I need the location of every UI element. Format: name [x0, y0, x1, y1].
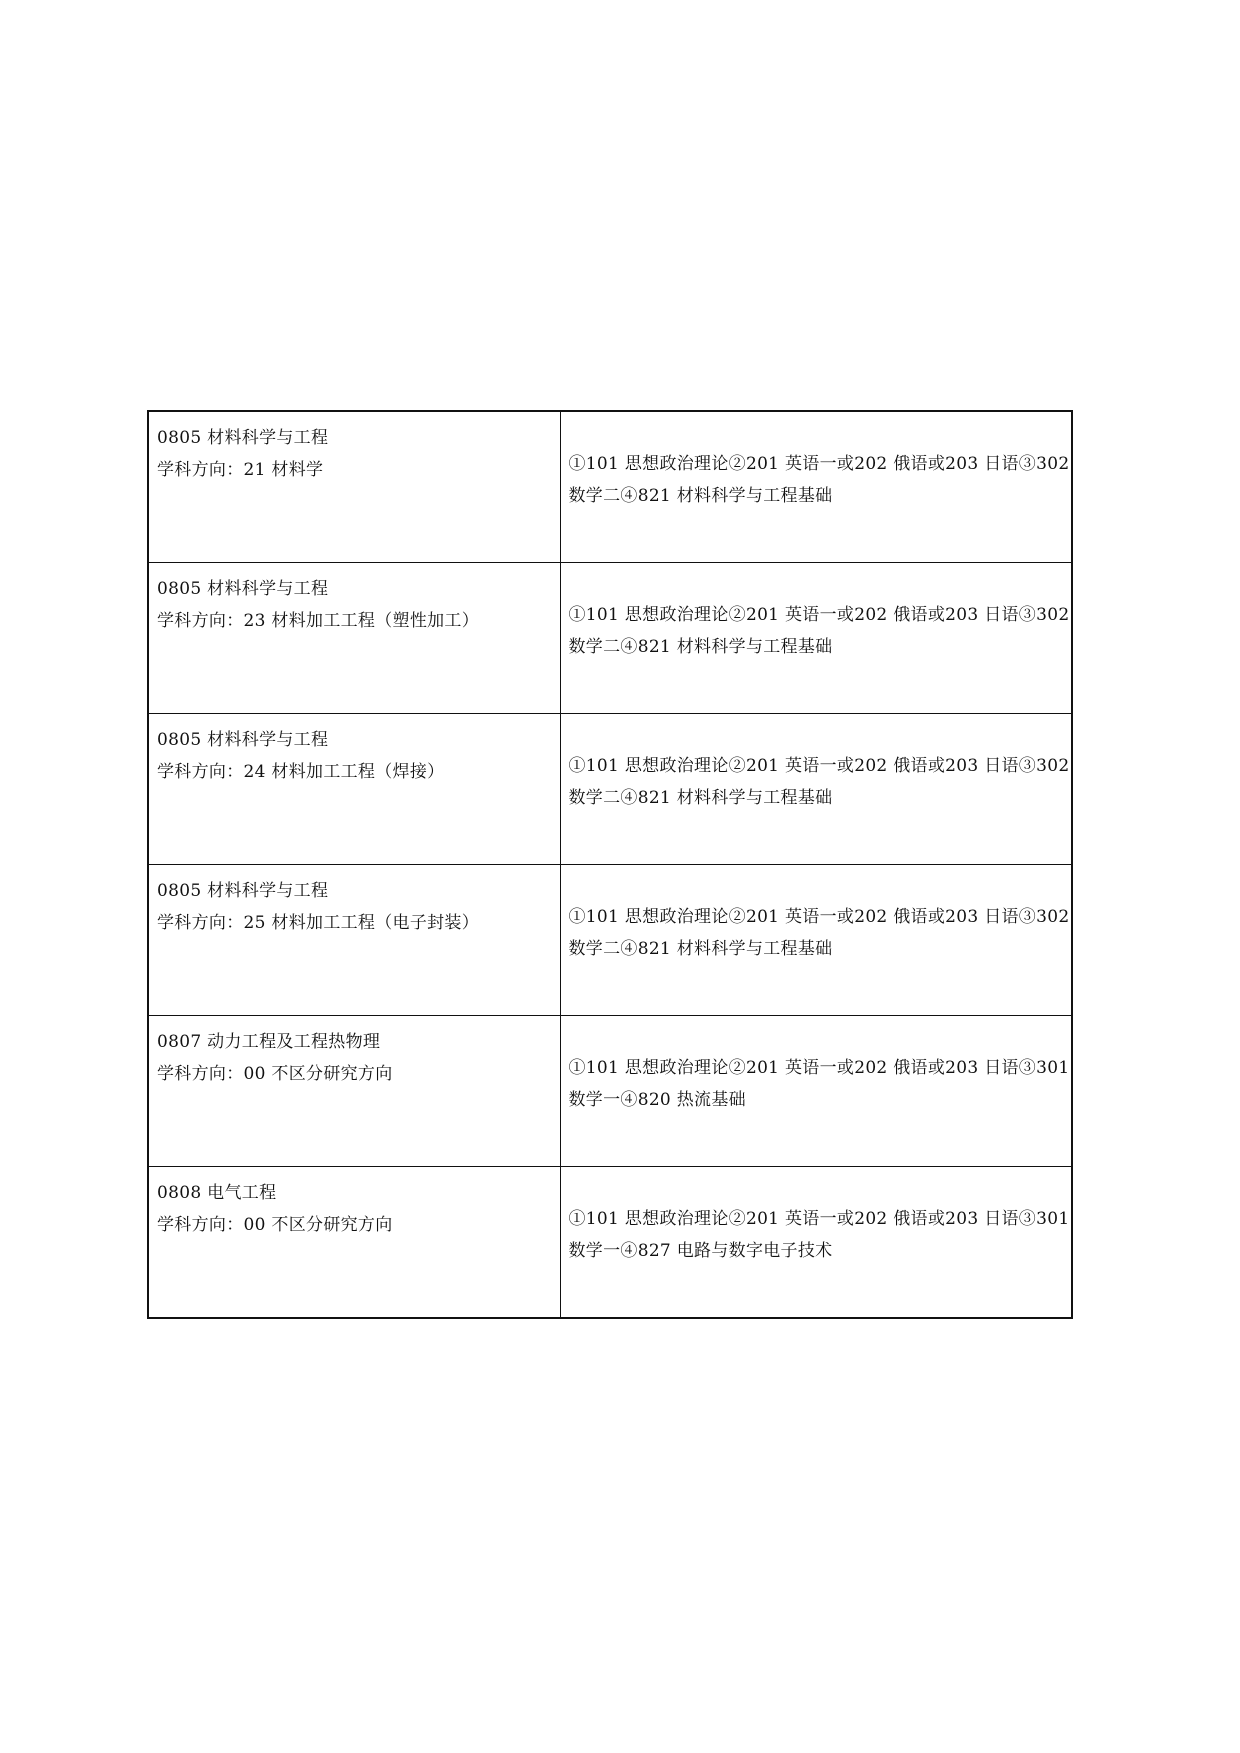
exam-subjects-cell — [560, 1167, 1072, 1319]
table-row — [148, 714, 1072, 865]
program-cell — [148, 563, 560, 714]
exam-subjects-line-2: 数学二④821 材料科学与工程基础 — [568, 486, 833, 506]
program-name: 0805 材料科学与工程 — [157, 730, 329, 750]
exam-subjects-line-2: 数学二④821 材料科学与工程基础 — [568, 939, 833, 959]
exam-subjects-line-1: ①101 思想政治理论②201 英语一或202 俄语或203 日语③302 — [568, 605, 1069, 625]
exam-subjects-line-1: ①101 思想政治理论②201 英语一或202 俄语或203 日语③302 — [568, 454, 1069, 474]
table-row — [148, 411, 1072, 563]
exam-subjects-cell — [560, 563, 1072, 714]
research-direction: 学科方向：21 材料学 — [157, 460, 324, 480]
program-name: 0805 材料科学与工程 — [157, 428, 329, 448]
exam-subjects-line-1: ①101 思想政治理论②201 英语一或202 俄语或203 日语③302 — [568, 756, 1069, 776]
exam-subjects-cell — [560, 865, 1072, 1016]
table-row — [148, 1016, 1072, 1167]
exam-subjects-cell — [560, 411, 1072, 563]
exam-subjects-line-2: 数学二④821 材料科学与工程基础 — [568, 788, 833, 808]
exam-subjects-line-2: 数学二④821 材料科学与工程基础 — [568, 637, 833, 657]
research-direction: 学科方向：00 不区分研究方向 — [157, 1064, 393, 1084]
table-row — [148, 865, 1072, 1016]
table-row — [148, 563, 1072, 714]
exam-subjects-cell — [560, 714, 1072, 865]
program-cell — [148, 1016, 560, 1167]
research-direction: 学科方向：25 材料加工工程（电子封装） — [157, 913, 480, 933]
program-name: 0808 电气工程 — [157, 1183, 277, 1203]
exam-subjects-line-2: 数学一④827 电路与数字电子技术 — [568, 1241, 833, 1261]
program-cell — [148, 865, 560, 1016]
program-name: 0805 材料科学与工程 — [157, 881, 329, 901]
program-cell — [148, 411, 560, 563]
exam-subjects-line-1: ①101 思想政治理论②201 英语一或202 俄语或203 日语③301 — [568, 1058, 1069, 1078]
table-row — [148, 1167, 1072, 1319]
program-cell — [148, 714, 560, 865]
research-direction: 学科方向：00 不区分研究方向 — [157, 1215, 393, 1235]
program-name: 0805 材料科学与工程 — [157, 579, 329, 599]
research-direction: 学科方向：23 材料加工工程（塑性加工） — [157, 611, 480, 631]
exam-subjects-cell — [560, 1016, 1072, 1167]
research-direction: 学科方向：24 材料加工工程（焊接） — [157, 762, 445, 782]
exam-subjects-line-2: 数学一④820 热流基础 — [568, 1090, 746, 1110]
program-cell — [148, 1167, 560, 1319]
program-exam-table — [147, 410, 1073, 1319]
exam-subjects-line-1: ①101 思想政治理论②201 英语一或202 俄语或203 日语③302 — [568, 907, 1069, 927]
program-name: 0807 动力工程及工程热物理 — [157, 1032, 381, 1052]
exam-subjects-line-1: ①101 思想政治理论②201 英语一或202 俄语或203 日语③301 — [568, 1209, 1069, 1229]
